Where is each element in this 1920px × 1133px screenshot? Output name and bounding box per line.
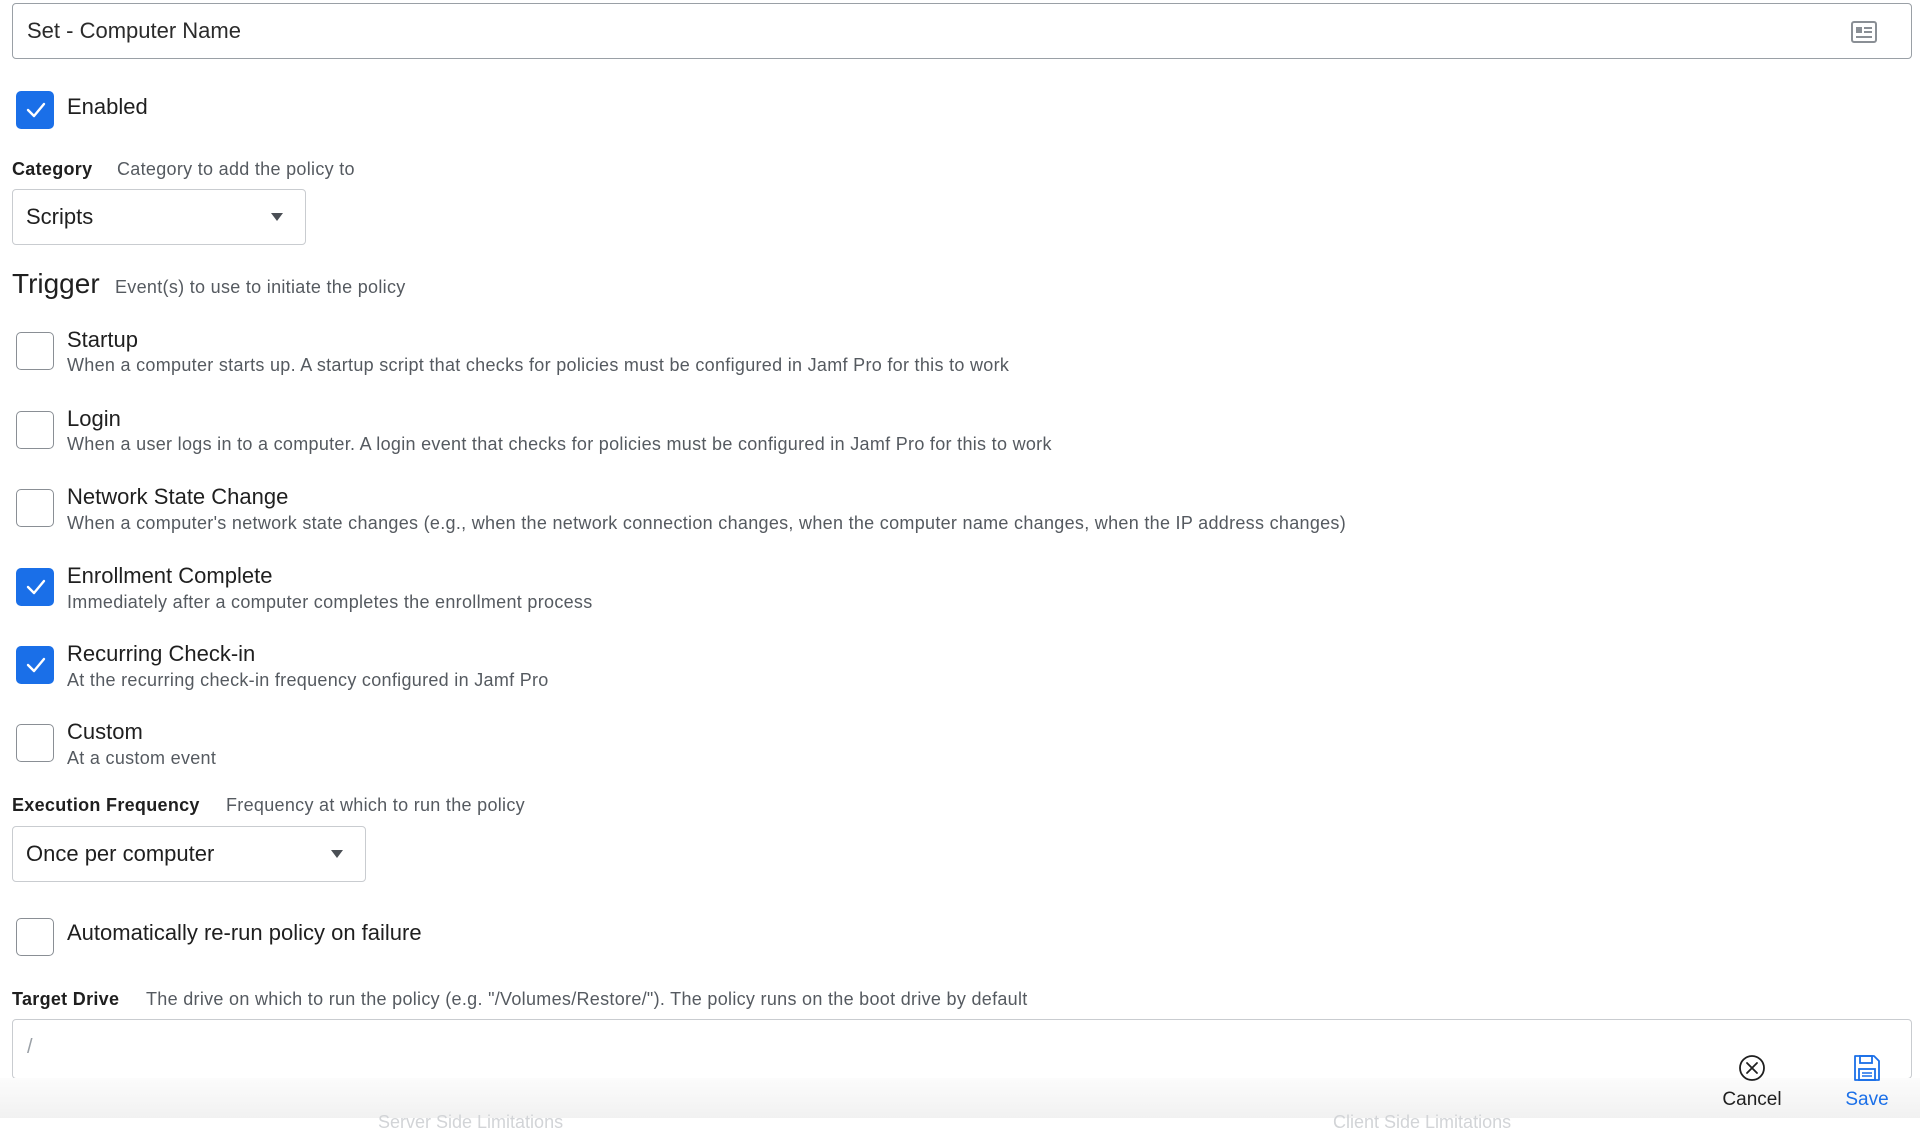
client-side-limitations-tab: Client Side Limitations bbox=[1333, 1112, 1512, 1132]
trigger-network-state-change-title: Network State Change bbox=[67, 484, 289, 509]
trigger-custom-checkbox[interactable] bbox=[16, 724, 54, 762]
trigger-enrollment-complete-title: Enrollment Complete bbox=[67, 563, 273, 588]
execution-frequency-label: Execution Frequency bbox=[12, 795, 200, 815]
checkmark-icon bbox=[26, 102, 46, 118]
checkmark-icon bbox=[26, 657, 46, 673]
trigger-network-state-change-description: When a computer's network state changes (e.g., when the network connection changes, when the computer name changes, when the IP address changes) bbox=[67, 513, 1347, 533]
execution-frequency-select[interactable] bbox=[12, 826, 366, 882]
execution-frequency-selected-value: Once per computer bbox=[26, 841, 215, 866]
cancel-button[interactable] bbox=[1707, 1053, 1797, 1111]
target-drive-description: The drive on which to run the policy (e.g. "/Volumes/Restore/"). The policy runs on the boot drive by default bbox=[146, 989, 1028, 1009]
category-description: Category to add the policy to bbox=[117, 159, 355, 179]
rerun-on-failure-label: Automatically re-run policy on failure bbox=[67, 920, 422, 945]
category-select[interactable] bbox=[12, 189, 306, 245]
target-drive-label: Target Drive bbox=[12, 989, 120, 1009]
trigger-startup-checkbox[interactable] bbox=[16, 332, 54, 370]
trigger-recurring-check-in-title: Recurring Check-in bbox=[67, 641, 256, 666]
target-drive-placeholder: / bbox=[27, 1036, 33, 1058]
trigger-network-state-change-checkbox[interactable] bbox=[16, 489, 54, 527]
trigger-startup-title: Startup bbox=[67, 327, 138, 352]
footer-bar bbox=[0, 1078, 1920, 1118]
save-label: Save bbox=[1845, 1089, 1889, 1110]
trigger-login-description: When a user logs in to a computer. A login event that checks for policies must be configured in Jamf Pro for this to work bbox=[67, 434, 1052, 454]
close-circle-icon bbox=[1737, 1053, 1767, 1083]
contact-card-icon[interactable] bbox=[1851, 21, 1877, 43]
trigger-custom-title: Custom bbox=[67, 719, 143, 744]
policy-name-field[interactable] bbox=[12, 3, 1912, 59]
execution-frequency-description: Frequency at which to run the policy bbox=[226, 795, 525, 815]
trigger-heading: Trigger bbox=[12, 268, 100, 299]
save-button[interactable] bbox=[1822, 1053, 1912, 1111]
category-label: Category bbox=[12, 159, 93, 179]
trigger-login-checkbox[interactable] bbox=[16, 411, 54, 449]
trigger-recurring-check-in-description: At the recurring check-in frequency configured in Jamf Pro bbox=[67, 670, 549, 690]
cancel-label: Cancel bbox=[1722, 1089, 1782, 1110]
floppy-disk-icon bbox=[1852, 1053, 1882, 1083]
caret-down-icon bbox=[271, 213, 283, 221]
rerun-on-failure-checkbox[interactable] bbox=[16, 918, 54, 956]
policy-name-value: Set - Computer Name bbox=[27, 18, 241, 43]
trigger-login-title: Login bbox=[67, 406, 121, 431]
enabled-label: Enabled bbox=[67, 94, 148, 119]
trigger-enrollment-complete-checkbox[interactable] bbox=[16, 568, 54, 606]
category-selected-value: Scripts bbox=[26, 204, 94, 229]
trigger-enrollment-complete-description: Immediately after a computer completes the enrollment process bbox=[67, 592, 593, 612]
enabled-checkbox[interactable] bbox=[16, 91, 54, 129]
trigger-startup-description: When a computer starts up. A startup script that checks for policies must be configured in Jamf Pro for this to work bbox=[67, 355, 1010, 375]
trigger-description: Event(s) to use to initiate the policy bbox=[115, 277, 406, 297]
trigger-custom-description: At a custom event bbox=[67, 748, 217, 768]
target-drive-input[interactable] bbox=[12, 1019, 1912, 1079]
server-side-limitations-tab: Server Side Limitations bbox=[378, 1112, 564, 1132]
caret-down-icon bbox=[331, 850, 343, 858]
checkmark-icon bbox=[26, 579, 46, 595]
trigger-recurring-check-in-checkbox[interactable] bbox=[16, 646, 54, 684]
